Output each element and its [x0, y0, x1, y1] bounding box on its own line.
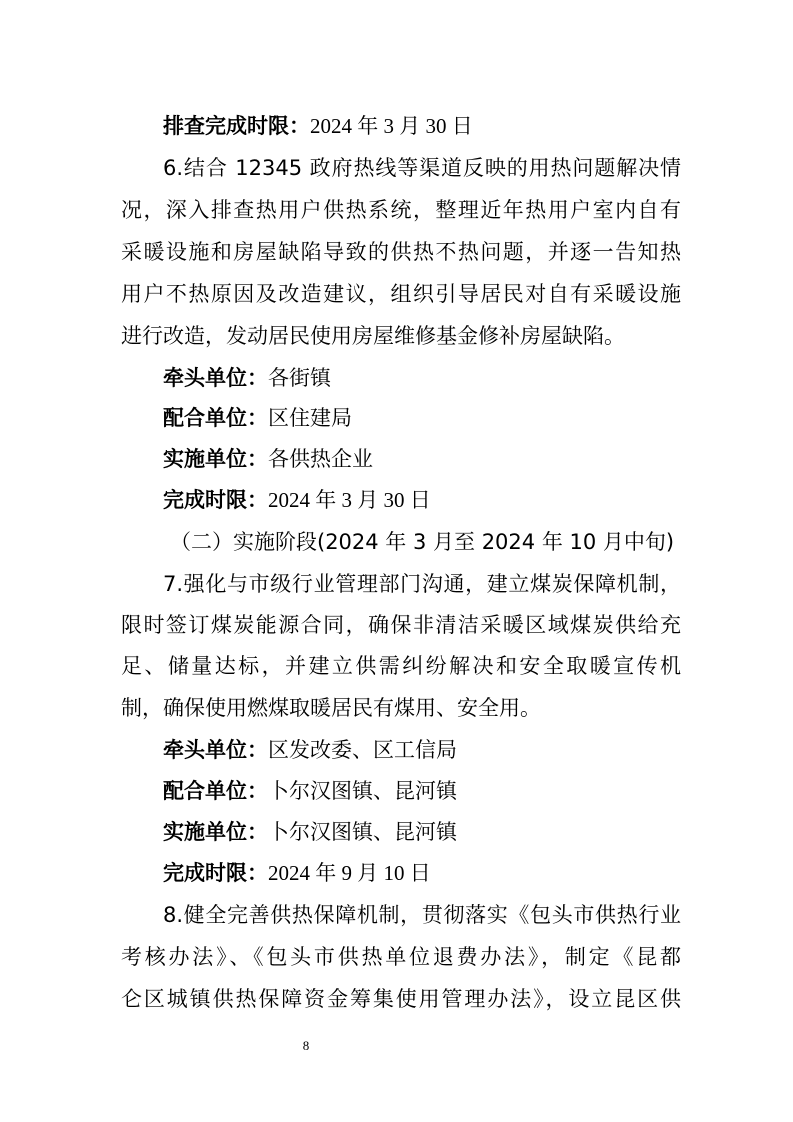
paragraph-7-line-3: 足、储量达标，并建立供需纠纷解决和安全取暖宣传机 [121, 654, 681, 678]
p6-implement-unit [163, 439, 681, 479]
p6-lead-unit-label: 牵头单位： [163, 366, 268, 390]
p7-implement-unit-value: 卜尔汉图镇、昆河镇 [268, 820, 457, 844]
p6-cooperate-unit-label: 配合单位： [163, 406, 268, 430]
p7-implement-unit [163, 812, 681, 852]
p7-deadline-value: 2024 年 9 月 10 日 [268, 861, 431, 885]
paragraph-7-line-4: 制，确保使用燃煤取暖居民有煤用、安全用。 [121, 696, 541, 720]
section-2-heading: （二）实施阶段(2024 年 3 月至 2024 年 10 月中旬) [170, 530, 675, 554]
p7-lead-unit-value: 区发改委、区工信局 [268, 738, 457, 762]
paragraph-6-line-4: 用户不热原因及改造建议，组织引导居民对自有采暖设施 [121, 282, 681, 306]
p7-implement-unit-label: 实施单位： [163, 820, 268, 844]
paragraph-8-line-3: 仑区城镇供热保障资金筹集使用管理办法》，设立昆区供 [121, 987, 681, 1011]
paragraph-8-line-2: 考核办法》、《包头市供热单位退费办法》，制定《昆都 [121, 945, 681, 969]
inspection-deadline-value: 2024 年 3 月 30 日 [310, 114, 473, 138]
p7-lead-unit [163, 730, 681, 770]
paragraph-7-line-2: 限时签订煤炭能源合同，确保非清洁采暖区域煤炭供给充 [121, 613, 681, 637]
p6-deadline-value: 2024 年 3 月 30 日 [268, 488, 431, 512]
p6-implement-unit-value: 各供热企业 [268, 447, 373, 471]
paragraph-7-line-1: 7.强化与市级行业管理部门沟通，建立煤炭保障机制， [163, 572, 681, 596]
p7-deadline [163, 853, 681, 893]
page-number: 8 [302, 1038, 310, 1053]
inspection-deadline-label: 排查完成时限： [163, 114, 310, 138]
p6-lead-unit-value: 各街镇 [268, 366, 331, 390]
p7-cooperate-unit [163, 771, 681, 811]
p6-cooperate-unit-value: 区住建局 [268, 406, 352, 430]
p6-deadline-label: 完成时限： [163, 488, 268, 512]
paragraph-6-line-5: 进行改造，发动居民使用房屋维修基金修补房屋缺陷。 [121, 324, 625, 348]
p6-deadline [163, 480, 681, 520]
inspection-deadline-line [163, 106, 681, 146]
p7-cooperate-unit-value: 卜尔汉图镇、昆河镇 [268, 779, 457, 803]
paragraph-6-line-2: 况，深入排查热用户供热系统，整理近年热用户室内自有 [121, 198, 681, 222]
paragraph-8-line-1: 8.健全完善供热保障机制，贯彻落实《包头市供热行业 [163, 903, 681, 927]
paragraph-6-line-1: 6.结合 12345 政府热线等渠道反映的用热问题解决情 [163, 156, 681, 180]
p7-cooperate-unit-label: 配合单位： [163, 779, 268, 803]
p6-cooperate-unit [163, 398, 681, 438]
p6-lead-unit [163, 358, 681, 398]
p7-deadline-label: 完成时限： [163, 861, 268, 885]
paragraph-6-line-3: 采暖设施和房屋缺陷导致的供热不热问题，并逐一告知热 [121, 240, 681, 264]
p7-lead-unit-label: 牵头单位： [163, 738, 268, 762]
p6-implement-unit-label: 实施单位： [163, 447, 268, 471]
